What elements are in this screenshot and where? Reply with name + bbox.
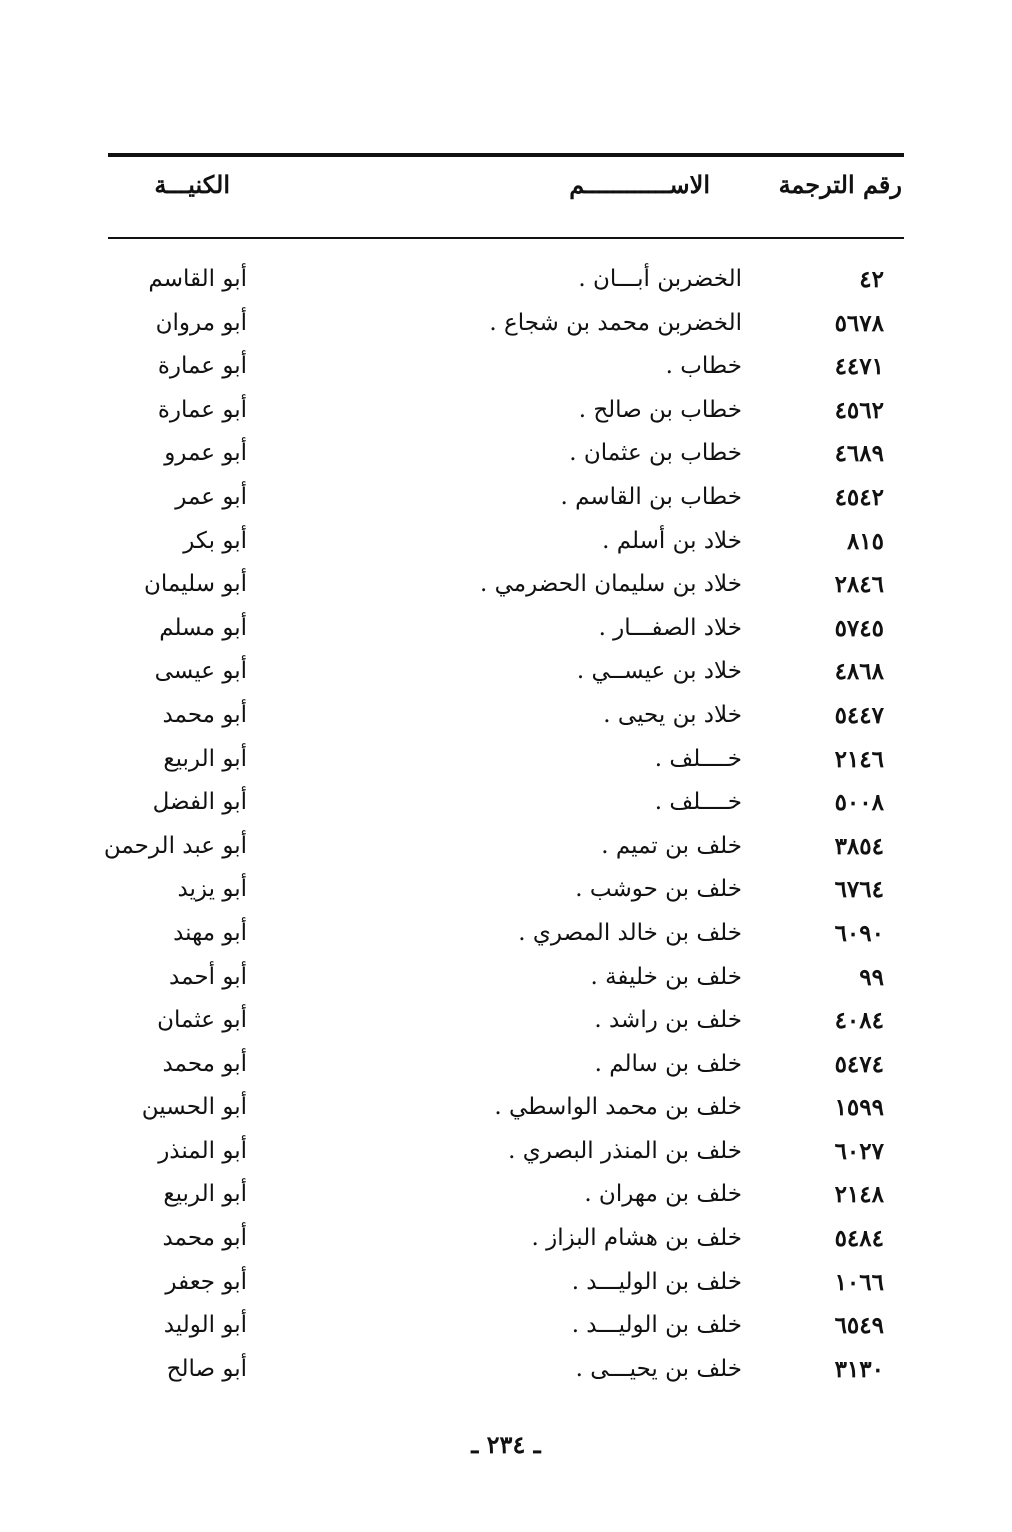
- table-row: [0, 742, 1012, 786]
- entry-name: خلاد الصفـــار .: [598, 614, 742, 641]
- table-row: [0, 872, 1012, 916]
- entries-table: [0, 262, 1012, 1395]
- entry-kunya: أبو جعفر: [165, 1268, 247, 1295]
- entry-name: خلف بن الوليـــد .: [571, 1312, 742, 1339]
- entry-number: ٥٤٧٤: [834, 1050, 884, 1078]
- table-row: [0, 1221, 1012, 1265]
- entry-kunya: أبو أحمد: [169, 963, 247, 990]
- table-row: [0, 785, 1012, 829]
- entry-kunya: أبو الحسين: [141, 1094, 247, 1121]
- entry-kunya: أبو عمارة: [157, 396, 247, 423]
- entry-number: ٨١٥: [846, 527, 884, 555]
- table-row: [0, 524, 1012, 568]
- entry-name: خلف بن الوليـــد .: [571, 1268, 742, 1295]
- entry-name: خلاد بن سليمان الحضرمي .: [479, 571, 742, 598]
- entry-kunya: أبو محمد: [162, 701, 247, 728]
- entry-name: خلف بن محمد الواسطي .: [494, 1094, 742, 1121]
- table-row: [0, 1265, 1012, 1309]
- table-row: [0, 1308, 1012, 1352]
- entry-name: خلف بن المنذر البصري .: [508, 1137, 742, 1164]
- entry-name: خلف بن تميم .: [601, 832, 742, 859]
- header-number: رقم الترجمة: [778, 170, 902, 199]
- entry-number: ٤٠٨٤: [834, 1007, 884, 1035]
- entry-number: ٤٢: [859, 266, 884, 293]
- entry-number: ١٠٦٦: [834, 1268, 884, 1296]
- entry-kunya: أبو عيسى: [154, 658, 247, 685]
- entry-name: خطاب بن صالح .: [578, 396, 742, 423]
- header-kunya: الكنيـــة: [154, 170, 230, 199]
- entry-name: خطاب بن عثمان .: [569, 440, 742, 467]
- entry-kunya: أبو الوليد: [163, 1312, 247, 1339]
- entry-number: ٤٤٧١: [834, 353, 884, 381]
- entry-kunya: أبو محمد: [162, 1225, 247, 1252]
- entry-kunya: أبو عبد الرحمن: [103, 832, 247, 859]
- entry-number: ٦٠٢٧: [834, 1137, 884, 1165]
- entry-name: خطاب .: [665, 353, 742, 380]
- entry-number: ٣١٣٠: [834, 1355, 884, 1383]
- entry-kunya: أبو الربيع: [163, 745, 247, 772]
- entry-kunya: أبو الفضل: [152, 789, 247, 816]
- entry-number: ٦٥٤٩: [834, 1312, 884, 1340]
- table-row: [0, 436, 1012, 480]
- entry-name: خلف بن يحيـــى .: [575, 1355, 742, 1382]
- entry-name: خلف بن خليفة .: [590, 963, 742, 990]
- entry-name: خلف بن حوشب .: [575, 876, 742, 903]
- table-row: [0, 960, 1012, 1004]
- table-row: [0, 1177, 1012, 1221]
- entry-number: ٤٨٦٨: [834, 658, 884, 686]
- entry-kunya: أبو محمد: [162, 1050, 247, 1077]
- table-row: [0, 306, 1012, 350]
- entry-name: الخضربن أبـــان .: [578, 266, 742, 292]
- table-row: [0, 349, 1012, 393]
- entry-kunya: أبو سليمان: [143, 571, 247, 598]
- table-row: [0, 698, 1012, 742]
- entry-name: خــــلف .: [654, 745, 742, 772]
- entry-kunya: أبو عثمان: [157, 1007, 247, 1034]
- table-row: [0, 829, 1012, 873]
- entry-name: خلاد بن عيســي .: [576, 658, 742, 685]
- entry-number: ٣٨٥٤: [834, 832, 884, 860]
- entry-kunya: أبو يزيد: [177, 876, 247, 903]
- entry-number: ٥٦٧٨: [834, 309, 884, 337]
- entry-name: خلف بن سالم .: [594, 1050, 742, 1077]
- header-name: الاســــــــــــم: [569, 170, 710, 199]
- entry-number: ٦٠٩٠: [834, 919, 884, 947]
- entry-name: خطاب بن القاسم .: [560, 483, 742, 510]
- entry-name: خلاد بن يحيى .: [603, 701, 742, 728]
- entry-kunya: أبو مروان: [155, 309, 247, 336]
- table-row: [0, 611, 1012, 655]
- entry-number: ٤٥٦٢: [834, 396, 884, 424]
- entry-kunya: أبو صالح: [166, 1355, 247, 1382]
- entry-number: ٢١٤٦: [834, 745, 884, 773]
- header-rule: [108, 237, 904, 239]
- table-row: [0, 480, 1012, 524]
- entry-kunya: أبو القاسم: [148, 266, 247, 292]
- entry-number: ٢٨٤٦: [834, 571, 884, 599]
- entry-kunya: أبو بكر: [183, 527, 247, 554]
- entry-name: خــــلف .: [654, 789, 742, 816]
- entry-name: الخضربن محمد بن شجاع .: [489, 309, 742, 336]
- table-row: [0, 567, 1012, 611]
- page-number: ـ ٢٣٤ ـ: [471, 1430, 541, 1459]
- entry-name: خلاد بن أسلم .: [602, 527, 742, 554]
- top-rule: [108, 153, 904, 157]
- table-row: [0, 262, 1012, 306]
- entry-kunya: أبو عمارة: [157, 353, 247, 380]
- entry-name: خلف بن مهران .: [584, 1181, 742, 1208]
- entry-kunya: أبو عمر: [175, 483, 247, 510]
- entry-kunya: أبو الربيع: [163, 1181, 247, 1208]
- entry-name: خلف بن هشام البزاز .: [531, 1225, 742, 1252]
- table-row: [0, 916, 1012, 960]
- table-row: [0, 1003, 1012, 1047]
- entry-kunya: أبو مسلم: [159, 614, 247, 641]
- entry-number: ١٥٩٩: [834, 1094, 884, 1122]
- entry-number: ٥٤٨٤: [834, 1225, 884, 1253]
- entry-name: خلف بن خالد المصري .: [518, 919, 742, 946]
- entry-number: ٢١٤٨: [834, 1181, 884, 1209]
- entry-number: ٥٧٤٥: [834, 614, 884, 642]
- entry-kunya: أبو المنذر: [158, 1137, 247, 1164]
- table-row: [0, 1352, 1012, 1396]
- entry-number: ٦٧٦٤: [834, 876, 884, 904]
- table-row: [0, 654, 1012, 698]
- entry-name: خلف بن راشد .: [594, 1007, 742, 1034]
- table-row: [0, 1047, 1012, 1091]
- entry-number: ٥٠٠٨: [834, 789, 884, 817]
- entry-number: ٩٩: [859, 963, 884, 991]
- table-row: [0, 1090, 1012, 1134]
- entry-kunya: أبو عمرو: [164, 440, 247, 467]
- table-row: [0, 1134, 1012, 1178]
- entry-number: ٥٤٤٧: [834, 701, 884, 729]
- entry-number: ٤٥٤٢: [834, 483, 884, 511]
- entry-number: ٤٦٨٩: [834, 440, 884, 468]
- table-row: [0, 393, 1012, 437]
- entry-kunya: أبو مهند: [173, 919, 247, 946]
